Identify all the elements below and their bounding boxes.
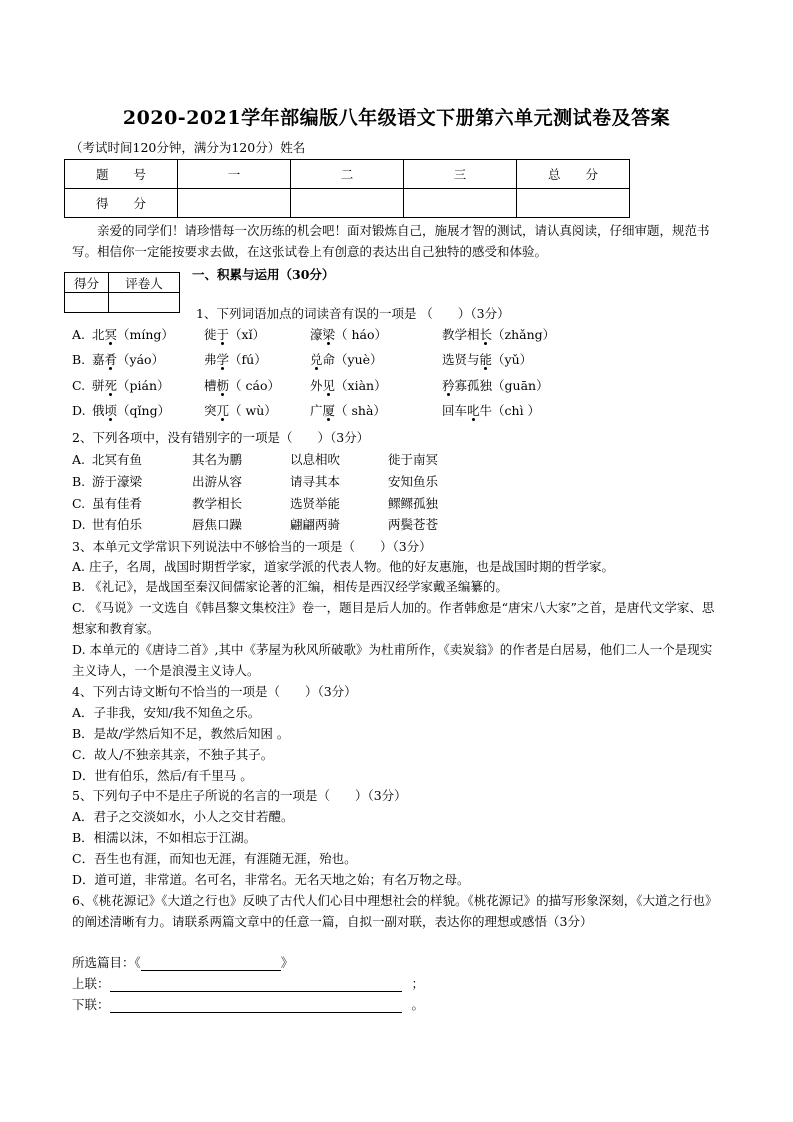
question-1-option-word [92,403,170,419]
emphasized-character: 厦 [322,403,336,418]
emphasized-character: 梁 [322,327,336,342]
question-3-stem: 3、本单元文学常识下列说法中不够恰当的一项是（ ）（3分） [72,539,432,554]
word-reading: 牛（chì ） [479,403,541,418]
question-1-option-word [442,327,555,343]
word-reading: （ shà） [335,403,386,418]
question-2-option-word: 世有伯乐 [92,517,143,532]
emphasized-character: 叱 [467,403,480,418]
question-2-option-word: 徙于南冥 [388,452,439,467]
upper-couplet-row [72,976,424,992]
chosen-article-label: 所选篇目：《 [72,955,141,970]
upper-couplet-label: 上联： [72,976,110,991]
score-input-cell[interactable] [517,189,630,218]
question-1-option-word [310,352,383,368]
emphasized-character: 见 [322,378,336,393]
emphasized-character: 能 [479,352,493,367]
question-1-option-word [442,403,540,419]
question-1-option-letter: C. [72,378,86,393]
word-prefix: 选贤与 [442,352,480,367]
word-reading: （míng） [117,327,174,342]
word-prefix: 骈 [92,378,105,393]
score-header-cell: 三 [404,160,517,189]
question-1-option-word [442,352,532,368]
upper-couplet-blank[interactable] [110,977,402,992]
word-prefix: 槽 [204,378,217,393]
lower-couplet-end: 。 [411,997,425,1012]
word-prefix: 外 [310,378,323,393]
question-1-option-word [92,327,174,343]
word-reading: （ wù） [229,403,277,418]
question-1-option-word [92,352,164,368]
word-prefix: 弗 [204,352,217,367]
word-prefix: 北 [92,327,105,342]
word-reading: （ cáo） [229,378,280,393]
grader-score-label: 得分 [65,273,109,293]
question-2-option-word: 教学相长 [192,496,243,511]
question-1-stem: 1、下列词语加点的词读音有误的一项是 （ ）（3分） [196,306,510,321]
question-5-stem: 5、下列句子中不是庄子所说的名言的一项是（ ）（3分） [72,788,407,803]
word-prefix: 回车 [442,403,468,418]
question-2-stem: 2、下列各项中，没有错别字的一项是（ ）（3分） [72,430,370,445]
score-header-cell: 一 [178,160,291,189]
question-2-option-word: 游于濠梁 [92,474,143,489]
word-reading: （xǐ） [229,327,266,342]
question-4-option: A．子非我，安知/我不知鱼之乐。 [72,705,261,720]
question-1-option-word [310,403,386,419]
question-1-option-letter: D. [72,403,86,418]
question-5-option: A．君子之交淡如水，小人之交甘若醴。 [72,809,294,824]
question-1-option-word [442,378,549,394]
word-prefix: 俄 [92,403,105,418]
intro-paragraph: 亲爱的同学们！请珍惜每一次历练的机会吧！面对锻炼自己，施展才智的测试，请认真阅读，仔细审题，规范书写。相信你一定能按要求去做，在这张试卷上有创意的表达出自己独特的感受和体验。 [72,223,710,259]
question-4-stem: 4、下列古诗文断句不恰当的一项是（ ）（3分） [72,684,357,699]
emphasized-character: 死 [104,378,118,393]
emphasized-character: 肴 [104,352,118,367]
word-prefix: 广 [310,403,323,418]
score-header-cell: 总 分 [517,160,630,189]
grader-name-label: 评卷人 [109,273,180,293]
question-5-option: B．相濡以沫，不如相忘于江湖。 [72,830,257,845]
page-title: 2020-2021学年部编版八年级语文下册第六单元测试卷及答案 [122,107,671,129]
word-prefix: 教学相 [442,327,480,342]
lower-couplet-row [72,997,424,1013]
score-table [64,159,630,218]
grader-score-cell[interactable] [65,293,109,313]
chosen-article-blank[interactable] [141,956,281,971]
score-input-cell[interactable] [291,189,404,218]
lower-couplet-label: 下联： [72,997,110,1012]
emphasized-character: 矜 [442,378,455,393]
score-input-cell[interactable] [404,189,517,218]
question-3-option-b: B. 《礼记》，是战国至秦汉间儒家论著的汇编，相传是西汉经学家戴圣编纂的。 [72,579,508,594]
word-reading: （yáo） [117,352,165,367]
question-4-option: C．故人/不独亲其亲，不独子其子。 [72,747,274,762]
grader-name-cell[interactable] [109,293,180,313]
question-1-option-letter: A. [72,327,86,342]
grader-table [64,272,180,313]
question-3-option-d: D. 本单元的《唐诗二首》,其中《茅屋为秋风所破歌》为杜甫所作，《卖炭翁》的作者是白居易，他们二人一个是现实主义诗人，一个是浪漫主义诗人。 [72,642,713,678]
question-2-option-word: 安知鱼乐 [388,474,439,489]
question-2-option-letter: A. [72,452,86,467]
question-2-option-letter: C. [72,496,86,511]
question-2-option-word: 其名为鹏 [192,452,243,467]
question-3-option-c: C. 《马说》一文选自《韩昌黎文集校注》卷一，题目是后人加的。作者韩愈是“唐宋八大家”之首，是唐代文学家、思想家和教育家。 [72,600,715,636]
emphasized-character: 兑 [310,352,323,367]
question-2-option-word: 唇焦口躁 [192,517,243,532]
question-2-option-word: 两鬓苍苍 [388,517,439,532]
word-reading: （ háo） [335,327,388,342]
question-1-option-word [92,378,170,394]
question-2-option-word: 以息相吹 [290,452,341,467]
word-prefix: 嘉 [92,352,105,367]
word-reading: （pián） [117,378,170,393]
exam-note: （考试时间120分钟，满分为120分）姓名 [70,140,306,155]
question-4-option: D．世有伯乐，然后/有千里马 。 [72,768,253,783]
question-6-stem: 6、《桃花源记》《大道之行也》反映了古代人们心目中理想社会的样貌。《桃花源记》的描写形象深刻，《大道之行也》的阐述清晰有力。请联系两篇文章中的任意一篇，自拟一副对联，表达你的理想或感悟（3分） [72,893,718,929]
question-1-option-word [204,352,267,368]
word-prefix: 徙 [204,327,217,342]
question-2-option-word: 鳏鳏孤独 [388,496,439,511]
emphasized-character: 冥 [104,327,118,342]
emphasized-character: 兀 [216,403,230,418]
question-1-option-word [310,327,387,343]
word-reading: （fú） [229,352,267,367]
emphasized-character: 顷 [104,403,118,418]
question-1-option-word [204,403,277,419]
question-2-option-word: 出游从容 [192,474,243,489]
emphasized-character: 枥 [216,378,230,393]
chosen-article-close: 》 [280,955,294,970]
question-2-option-word: 北冥有鱼 [92,452,143,467]
question-1-option-word [204,327,265,343]
emphasized-character: 长 [479,327,493,342]
chosen-article-row [72,955,293,971]
question-2-option-word: 选贤举能 [290,496,341,511]
emphasized-character: 学 [216,352,230,367]
word-reading: （qǐng） [117,403,171,418]
word-reading: 命（yuè） [322,352,383,367]
question-5-option: C．吾生也有涯，而知也无涯，有涯随无涯，殆也。 [72,851,357,866]
word-reading: （yǔ） [492,352,533,367]
word-prefix: 突 [204,403,217,418]
question-2-option-word: 虽有佳肴 [92,496,143,511]
emphasized-character: 于 [216,327,230,342]
question-2-option-letter: D. [72,517,86,532]
question-1-option-letter: B. [72,352,86,367]
question-1-option-word [310,378,387,394]
word-reading: 寡孤独（guān） [454,378,549,393]
score-header-cell: 二 [291,160,404,189]
score-input-cell[interactable] [178,189,291,218]
question-2-option-word: 翩翩两骑 [290,517,341,532]
section-title: 一、积累与运用（30分） [192,267,335,282]
question-2-option-word: 请寻其本 [290,474,341,489]
word-reading: （xiàn） [335,378,387,393]
question-2-option-letter: B. [72,474,86,489]
question-4-option: B．是故/学然后知不足，教然后知困 。 [72,726,290,741]
word-prefix: 濠 [310,327,323,342]
word-reading: （zhǎng） [492,327,556,342]
score-header-cell: 题 号 [65,160,178,189]
question-1-option-word [204,378,280,394]
upper-couplet-end: ； [411,976,425,991]
question-3-option-a: A. 庄子，名周，战国时期哲学家，道家学派的代表人物。他的好友惠施，也是战国时期的哲学家。 [72,559,614,574]
lower-couplet-blank[interactable] [110,998,402,1013]
score-row-label: 得 分 [65,189,178,218]
question-5-option: D．道可道，非常道。名可名，非常名。无名天地之始；有名万物之母。 [72,872,470,887]
